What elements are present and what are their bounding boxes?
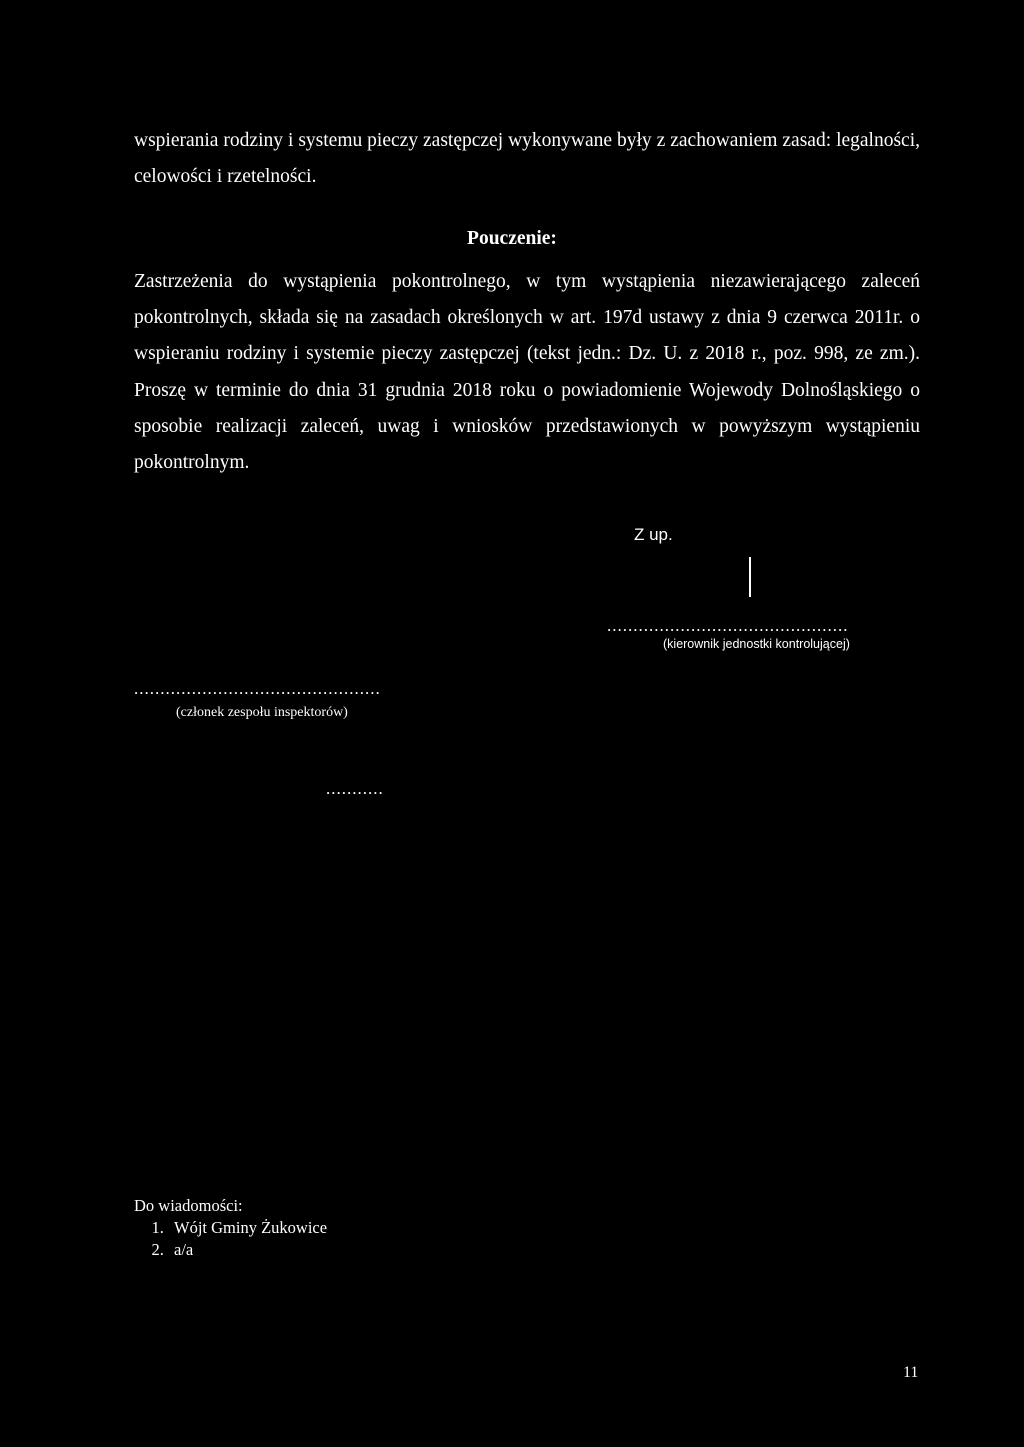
page-number: 11	[903, 1364, 919, 1381]
heading-pouczenie: Pouczenie:	[467, 228, 557, 249]
distribution-title: Do wiadomości:	[134, 1196, 243, 1215]
member-signature-caption: (członek zespołu inspektorów)	[176, 705, 348, 720]
extra-signature-line: ...........	[326, 779, 384, 798]
head-signature-caption: (kierownik jednostki kontrolującej)	[663, 637, 850, 651]
paragraph-intro: wspierania rodziny i systemu pieczy zastępczej wykonywane były z zachowaniem zasad: legalności, celowości i rzetelności.	[134, 130, 920, 187]
distribution-item: 1. Wójt Gminy Żukowice	[168, 1217, 327, 1239]
member-signature-line: ...............................................	[134, 679, 381, 698]
zup-label: Z up.	[634, 525, 673, 544]
head-signature-line: ..............................................	[607, 616, 849, 635]
signature-mark	[749, 557, 751, 597]
distribution-list	[134, 1195, 327, 1261]
paragraph-pouczenie: Zastrzeżenia do wystąpienia pokontrolnego, w tym wystąpienia niezawierającego zaleceń pokontrolnych, składa się na zasadach określonych w art. 197d ustawy z dnia 9 czerwca 2011r. o wspieraniu rodziny i systemie pieczy zastępczej (tekst jedn.: Dz. U. z 2018 r., poz. 998, ze zm.). Proszę w terminie do dnia 31 grudnia 2018 roku o powiadomienie Wojewody Dolnośląskiego o sposobie realizacji zaleceń, uwag i wniosków przedstawionych w powyższym wystąpieniu pokontrolnym.	[134, 271, 920, 474]
distribution-items	[134, 1217, 327, 1261]
distribution-item: 2. a/a	[168, 1239, 327, 1261]
